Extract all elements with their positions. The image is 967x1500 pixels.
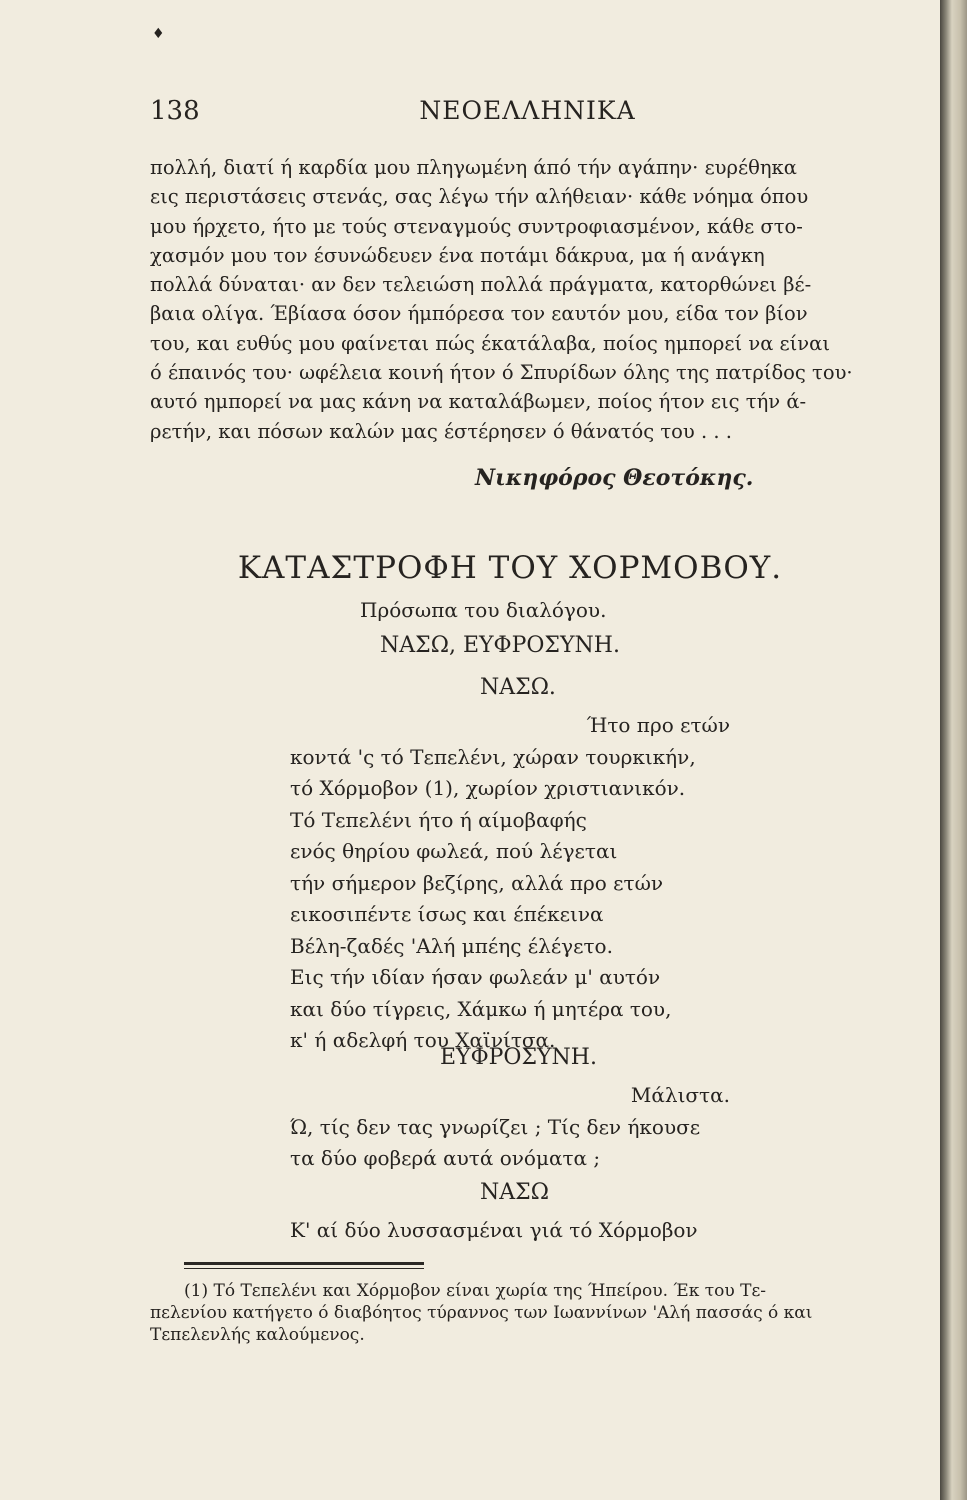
footnote xyxy=(150,1280,905,1346)
persons-list: ΝΑΣΩ, ΕΥΦΡΟΣΥΝΗ. xyxy=(380,633,620,658)
footnote-line: Τεπελενλής καλούμενος. xyxy=(150,1325,365,1345)
verse-line: ενός θηρίου φωλεά, πού λέγεται xyxy=(290,839,618,863)
verse-line: Ώ, τίς δεν τας γνωρίζει ; Τίς δεν ήκουσε xyxy=(290,1114,701,1139)
ornament-dot: ♦ xyxy=(152,26,165,42)
verse-line: Εις τήν ιδίαν ήσαν φωλεάν μ' αυτόν xyxy=(290,965,661,989)
footnote-rule xyxy=(184,1262,424,1265)
footnote-line: πελενίου κατήγετο ό διαβόητος τύραννος των Ιωαννίνων 'Αλή πασσάς ό και xyxy=(150,1303,813,1323)
prose-line: εις περιστάσεις στενάς, σας λέγω τήν αλήθειαν· κάθε νόημα όπου xyxy=(150,185,809,209)
running-title: ΝΕΟΕΛΛΗΝΙΚΑ xyxy=(419,96,636,125)
speaker-name: ΝΑΣΩ. xyxy=(480,675,556,700)
prose-line: αυτό ημπορεί να μας κάνη να καταλάβωμεν, ποίος ήτον εις τήν ά- xyxy=(150,390,807,414)
verse-line: τό Χόρμοβον (1), χωρίον χριστιανικόν. xyxy=(290,776,686,800)
prose-line: ό έπαινός του· ωφέλεια κοινή ήτον ό Σπυρίδων όλης της πατρίδος του· xyxy=(150,361,853,385)
speaker-name: ΝΑΣΩ xyxy=(480,1180,549,1205)
verse-line: και δύο τίγρεις, Χάμκω ή μητέρα του, xyxy=(290,996,672,1021)
verse-line: κ' ή αδελφή του Χαϊνίτσα. xyxy=(290,1028,556,1052)
prose-paragraph xyxy=(150,153,902,446)
author-signature: Νικηφόρος Θεοτόκης. xyxy=(475,465,754,491)
verse-line: Τό Τεπελένι ήτο ή αίμοβαφής xyxy=(290,807,587,832)
prose-line: πολλά δύναται· αν δεν τελειώση πολλά πράγματα, κατορθώνει βέ- xyxy=(150,273,812,297)
verse-block xyxy=(290,1080,730,1175)
verse-line: Κ' αί δύο λυσσασμέναι γιά τό Χόρμοβον xyxy=(290,1218,698,1242)
verse-line: Μάλιστα. xyxy=(630,1083,730,1107)
verse-block xyxy=(290,1215,730,1247)
footnote-rule xyxy=(184,1268,424,1269)
page-number: 138 xyxy=(150,96,200,126)
verse-block xyxy=(290,710,730,1057)
prose-line: μου ήρχετο, ήτο με τούς στεναγμούς συντροφιασμένον, κάθε στο- xyxy=(150,214,803,238)
persons-label: Πρόσωπα του διαλόγου. xyxy=(360,598,607,622)
page-header xyxy=(150,96,905,136)
verse-line: τήν σήμερον βεζίρης, αλλά προ ετών xyxy=(290,870,664,895)
verse-line: Βέλη-ζαδές 'Αλή μπέης έλέγετο. xyxy=(290,933,613,958)
prose-line: πολλή, διατί ή καρδία μου πληγωμένη άπό τήν αγάπην· ευρέθηκα xyxy=(150,156,797,179)
verse-line: κοντά 'ς τό Τεπελένι, χώραν τουρκικήν, xyxy=(290,744,696,769)
book-binding-edge xyxy=(940,0,967,1500)
footnote-line: (1) Τό Τεπελένι και Χόρμοβον είναι χωρία της Ήπείρου. Έκ του Τε- xyxy=(184,1281,767,1301)
verse-line: εικοσιπέντε ίσως και έπέκεινα xyxy=(290,902,604,926)
verse-line: Ήτο προ ετών xyxy=(586,713,730,737)
speaker-name: ΕΥΦΡΟΣΥΝΗ. xyxy=(440,1045,597,1070)
prose-line: βαια ολίγα. Έβίασα όσον ήμπόρεσα τον εαυτόν μου, είδα τον βίον xyxy=(150,302,808,326)
prose-line: του, και ευθύς μου φαίνεται πώς έκατάλαβα, ποίος ημπορεί να είναι xyxy=(150,331,830,355)
prose-line: ρετήν, και πόσων καλών μας έστέρησεν ό θάνατός του . . . xyxy=(150,419,732,443)
prose-line: χασμόν μου τον έσυνώδευεν ένα ποτάμι δάκρυα, μα ή ανάγκη xyxy=(150,243,765,267)
play-title: ΚΑΤΑΣΤΡΟΦΗ ΤΟΥ ΧΟΡΜΟΒΟΥ. xyxy=(237,550,783,586)
verse-line: τα δύο φοβερά αυτά ονόματα ; xyxy=(290,1146,601,1170)
